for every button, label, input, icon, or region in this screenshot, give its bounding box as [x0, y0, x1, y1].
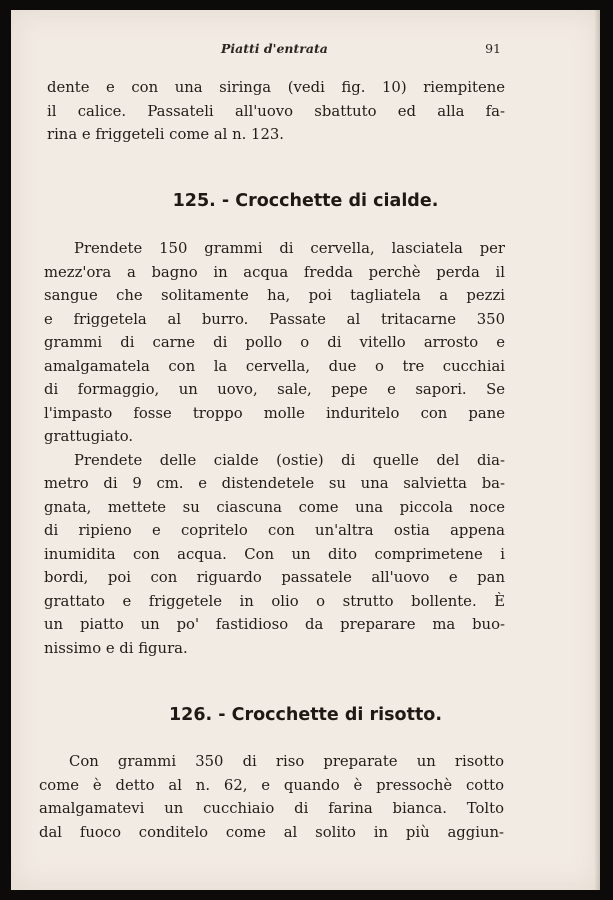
text-line: amalgamatela con la cervella, due o tre cucchiai [44, 357, 505, 375]
text-line: sangue che solitamente ha, poi tagliatela a pezzi [44, 287, 505, 304]
text-line: inumidita con acqua. Con un dito comprimetene i [44, 545, 505, 563]
text-line: Con grammi 350 di riso preparate un risotto [69, 753, 504, 770]
text-line: bordi, poi con riguardo passatele all'uovo e pan [44, 569, 505, 586]
text-line: metro di 9 cm. e distendetele su una salvietta ba- [44, 475, 505, 492]
text-line: di ripieno e copritelo con un'altra ostia appena [44, 522, 505, 539]
text-line: grammi di carne di pollo o di vitello arrosto e [44, 334, 505, 351]
recipe-125-body [44, 237, 505, 660]
recipe-126-body [39, 750, 504, 844]
text-line: e friggetela al burro. Passate al tritacarne 350 [44, 310, 505, 328]
intro-paragraph [47, 76, 505, 147]
text-line: Prendete 150 grammi di cervella, lasciatela per [74, 240, 505, 257]
text-line: l'impasto fosse troppo molle induritelo con pane [44, 404, 505, 422]
running-title: Piatti d'entrata [221, 41, 328, 56]
text-line: grattugiato. [44, 428, 134, 445]
page-header [11, 41, 600, 61]
text-line: un piatto un po' fastidioso da preparare ma buo- [44, 616, 505, 633]
text-line: come è detto al n. 62, e quando è pressochè cotto [39, 776, 504, 794]
text-line: nissimo e di figura. [44, 639, 188, 657]
page-number: 91 [485, 41, 501, 56]
text-line: dal fuoco conditelo come al solito in più aggiun- [39, 823, 504, 841]
book-page [11, 10, 600, 890]
text-line: il calice. Passateli all'uovo sbattuto ed alla fa- [47, 102, 505, 120]
text-line: amalgamatevi un cucchiaio di farina bianca. Tolto [39, 800, 504, 817]
text-line: di formaggio, un uovo, sale, pepe e sapori. Se [44, 381, 505, 398]
text-line: dente e con una siringa (vedi fig. 10) riempitene [47, 79, 505, 96]
text-line: rina e friggeteli come al n. 123. [47, 126, 285, 143]
recipe-126-title: 126. - Crocchette di risotto. [169, 705, 442, 725]
text-line: grattato e friggetele in olio o strutto bollente. È [44, 592, 505, 610]
recipe-125-title: 125. - Crocchette di cialde. [172, 191, 439, 211]
text-line: gnata, mettete su ciascuna come una piccola noce [44, 498, 505, 516]
page-edge-shadow [594, 10, 600, 890]
text-line: mezz'ora a bagno in acqua fredda perchè perda il [44, 263, 505, 281]
text-line: Prendete delle cialde (ostie) di quelle del dia- [74, 451, 505, 469]
